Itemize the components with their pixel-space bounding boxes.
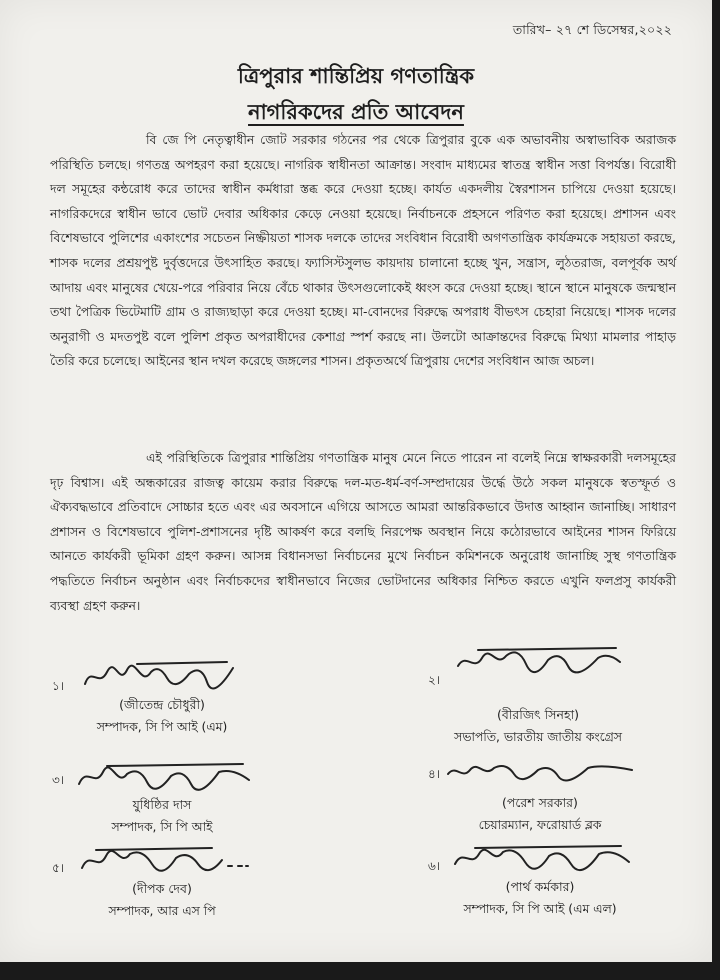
signatory-4-name: (পরেশ সরকার) — [502, 795, 578, 810]
signature-3-image — [67, 760, 257, 794]
signatory-1-role: সম্পাদক, সি পি আই (এম) — [96, 720, 228, 734]
signatory-2-name: (বীরজিৎ সিনহা) — [496, 707, 580, 722]
signatory-1-number: ১। — [52, 679, 65, 693]
document-date: তারিখ– ২৭ শে ডিসেম্বর,২০২২ — [512, 22, 672, 37]
signatory-2-number: ২। — [428, 673, 441, 687]
appeal-paragraph-2: এই পরিস্থিতিকে ত্রিপুরার শান্তিপ্রিয় গণতান্ত্রিক মানুষ মেনে নিতে পারেন না বলেই নিম্নে স্বাক্ষরকারী দলসমূহের দৃঢ় বিশ্বাস। এই অন্ধকারের রাজত্ব কায়েম করার বিরুদ্ধে দল-মত-ধর্ম-বর্ণ-সম্প্রদায়ের উর্দ্ধে উঠে সকল মানুষকে স্বতস্ফূর্ত ও ঐক্যবদ্ধভাবে প্রতিবাদে সোচ্চার হতে এবং এর অবসানে এগিয়ে আসতে আমরা আন্তরিকভাবে উদাত্ত আহ্বান জানাচ্ছি। সাধারণ প্রশাসন ও বিশেষভাবে পুলিশ-প্রশাসনের দৃষ্টি আকর্ষণ করে বলছি নিরপেক্ষ অবস্থান নিয়ে কঠোরভাবে আইনের শাসন ফিরিয়ে আনতে কার্যকরী ভূমিকা গ্রহণ করুন। আসন্ন বিধানসভা নির্বাচনের মুখে নির্বাচন কমিশনকে অনুরোধ জানাচ্ছি সুস্থ গণতান্ত্রিক পদ্ধতিতে নির্বাচন অনুষ্ঠান এবং নির্বাচকদের স্বাধীনভাবে নিজের ভোটদানের অধিকার নিশ্চিত করতে এখুনি ফলপ্রসু কার্যকরী ব্যবস্থা গ্রহণ করুন। — [50, 450, 676, 613]
signatory-4-role: চেয়ারম্যান, ফরোয়ার্ড ব্লক — [478, 818, 602, 832]
image-border-bottom — [0, 962, 720, 980]
signatory-1 — [22, 658, 302, 738]
signatory-6-number: ৬। — [428, 859, 441, 873]
signatory-5-name: (দীপক দেব) — [132, 881, 192, 896]
document-title-line2 — [0, 96, 712, 131]
signatory-6-name: (পার্থ কর্মকার) — [505, 879, 575, 894]
signatory-2 — [398, 642, 678, 748]
appeal-paragraph-1: বি জে পি নেতৃত্বাধীন জোট সরকার গঠনের পর থেকে ত্রিপুরার বুকে এক অভাবনীয় অস্বাভাবিক অরাজক পরিস্থিতি চলছে। গণতন্ত্র অপহরণ করা হয়েছে। নাগরিক স্বাধীনতা আক্রান্ত। সংবাদ মাধ্যমের স্বাতন্ত্র স্বাধীন সত্তা বিপর্যস্ত। বিরোধী দল সমূহের কন্ঠরোধ করে তাদের স্বাধীন কর্মধারা স্তব্ধ করে দেওয়া হচ্ছে। কার্যত একদলীয় স্বৈরশাসন চাপিয়ে দেওয়া হয়েছে। নাগরিকদেরে স্বাধীন ভাবে ভোট দেবার অধিকার কেড়ে নেওয়া হয়েছে। নির্বাচনকে প্রহসনে পরিণত করা হয়েছে। প্রশাসন এবং বিশেষভাবে পুলিশের একাংশের সচেতন নিষ্ক্রীয়তা শাসক দলকে তাদের সংবিধান বিরোধী অগণতান্ত্রিক কার্যক্রমকে সহায়তা করছে, শাসক দলের প্রশ্রয়পুষ্ট দুর্বৃত্তদেরে উৎসাহিত করছে। ফ্যাসিস্টসুলভ কায়দায় চালানো হচ্ছে খুন, সন্ত্রাস, লুঠতরাজ, বলপূর্বক অর্থ আদায় এবং মানুষের খেয়ে-পরে পরিবার নিয়ে বেঁচে থাকার উৎসগুলোকেই ধ্বংস করে দেওয়া হচ্ছে। স্থানে স্থানে মানুষকে জন্মস্থান তথা পৈত্রিক ভিটেমাটি গ্রাম ও রাজ্যছাড়া করে দেওয়া হচ্ছে। মা-বোনদের বিরুদ্ধে অপরাধ বীভৎস চেহারা নিয়েছে। শাসক দলের অনুরাগী ও মদতপুষ্ট বলে পুলিশ প্রকৃত অপরাধীদের কেশাগ্র স্পর্শ করছে না। উলটো আক্রান্তদের বিরুদ্ধে মিথ্যা মামলার পাহাড় তৈরি করে চলেছে। আইনের স্থান দখল করেছে জঙ্গলের শাসন। প্রকৃতঅর্থে ত্রিপুরায় দেশের সংবিধান আজ অচল। — [50, 132, 676, 369]
signature-5-image — [72, 842, 252, 878]
signatory-5 — [22, 842, 302, 922]
signatory-5-number: ৫। — [52, 861, 65, 875]
document-title-line2-text: নাগরিকদের প্রতি আবেদন — [248, 100, 464, 124]
signatory-3 — [22, 760, 302, 838]
signature-6-image — [445, 840, 635, 876]
signatory-6-role: সম্পাদক, সি পি আই (এম এল) — [463, 902, 617, 916]
signature-4-image — [440, 758, 640, 784]
signatory-3-role: সম্পাদক, সি পি আই — [111, 820, 213, 834]
signatory-3-name: যুধিষ্ঠির দাস — [132, 797, 192, 812]
signatory-2-role: সভাপতি, ভারতীয় জাতীয় কংগ্রেস — [454, 730, 622, 744]
signatory-4 — [400, 758, 680, 836]
signatory-4-number: ৪। — [428, 767, 441, 781]
signature-2-image — [448, 642, 628, 682]
signatory-5-role: সম্পাদক, আর এস পি — [108, 904, 216, 918]
signatory-3-number: ৩। — [52, 773, 65, 787]
signature-1-image — [77, 658, 247, 694]
signatory-6 — [400, 840, 680, 920]
document-title-line1: ত্রিপুরার শান্তিপ্রিয় গণতান্ত্রিক — [237, 64, 475, 88]
signatory-1-name: (জীতেন্দ্র চৌধুরী) — [119, 697, 205, 712]
